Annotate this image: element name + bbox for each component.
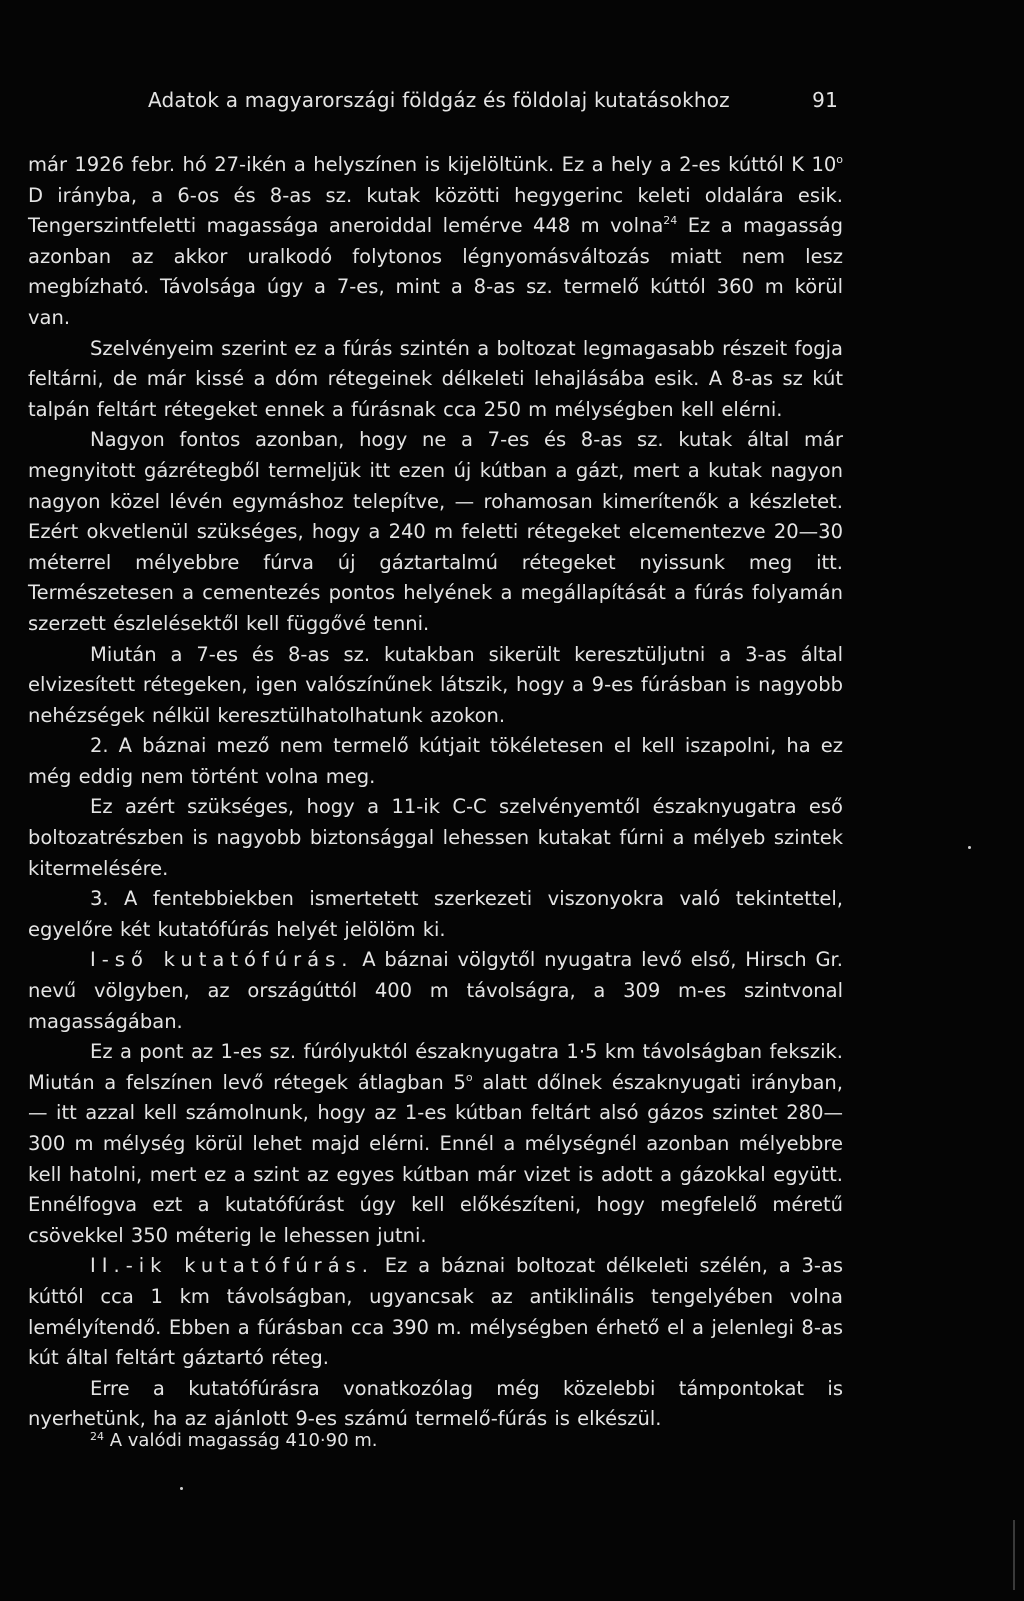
paragraph-6: Ez azért szükséges, hogy a 11-ik C-C szelvényemtől északnyugatra eső boltozatrészben is nagyobb biztonsággal lehessen kutakat fúrni a mélyeb szintek kitermelésére. bbox=[28, 795, 843, 880]
paragraph-4: Miután a 7-es és 8-as sz. kutakban sikerült keresztüljutni a 3-as által elvizesített rétegeken, igen valószínűnek látszik, hogy a 9-es fúrásban is nagyobb nehézségek nélkül keresztülhatolhatunk azokon. bbox=[28, 642, 843, 727]
body-text bbox=[28, 150, 843, 1435]
section-lead-1: I-ső kutatófúrás. bbox=[90, 948, 354, 972]
paragraph-9: Ez a pont az 1-es sz. fúrólyuktól északnyugatra 1·5 km távolságban fekszik. Miután a felszínen levő rétegek átlagban 5$^o$ alatt dőlnek északnyugati irányban, — itt azzal kell számolnunk, hogy az 1-es kútban feltárt alsó gázos szintet 280—300 m mélység körül lehet majd elérni. Ennél a mélységnél azonban mélyebbre kell hatolni, mert ez a szint az egyes kútban már vizet is adott a gázokkal együtt. Ennélfogva ezt a kutatófúrást úgy kell előkészíteni, hogy megfelelő méretű csövekkel 350 méterig le lehessen jutni. bbox=[28, 1040, 843, 1247]
footnote-text: A valódi magasság 410·90 m. bbox=[104, 1430, 378, 1451]
paragraph-11: Erre a kutatófúrásra vonatkozólag még közelebbi támpontokat is nyerhetünk, ha az ajánlott 9-es számú termelő-fúrás is elkészül. bbox=[28, 1376, 843, 1431]
section-lead-2: II.-ik kutatófúrás. bbox=[90, 1254, 375, 1278]
degree-mark: o bbox=[836, 153, 843, 166]
paragraph-10: II.-ik kutatófúrás. Ez a báznai boltozat délkeleti szélén, a 3-as kúttól cca 1 km távolságban, ugyancsak az antiklinális tengelyében volna lemélyítendő. Ebben a fúrásban cca 390 m. mélységben érhető el a jelenlegi 8-as kút által feltárt gáztartó réteg. bbox=[28, 1254, 843, 1370]
speck bbox=[180, 1487, 183, 1490]
footnote bbox=[90, 1430, 378, 1451]
page-number: 91 bbox=[812, 88, 838, 112]
running-title: Adatok a magyarországi földgáz és földolaj kutatásokhoz bbox=[148, 88, 730, 112]
paragraph-7: 3. A fentebbiekben ismertetett szerkezeti viszonyokra való tekintettel, egyelőre két kutatófúrás helyét jelölöm ki. bbox=[28, 887, 843, 941]
degree-mark: o bbox=[465, 1070, 473, 1084]
paragraph-2: Szelvényeim szerint ez a fúrás szintén a boltozat legmagasabb részeit fogja feltárni, de már kissé a dóm rétegeinek délkeleti lehajlásába esik. A 8-as sz kút talpán feltárt rétegeket ennek a fúrásnak cca 250 m mélységben kell elérni. bbox=[28, 336, 843, 421]
paragraph-3: Nagyon fontos azonban, hogy ne a 7-es és 8-as sz. kutak által már megnyitott gázrétegből termeljük itt ezen új kútban a gázt, mert a kutak nagyon nagyon közel lévén egymáshoz telepítve, — rohamosan kimerítenők a készletet. Ezért okvetlenül szükséges, hogy a 240 m feletti rétegeket elcementezve 20—30 méterrel mélyebbre fúrva új gáztartalmú rétegeket nyissunk meg itt. Természetesen a cementezés pontos helyének a megállapítását a fúrás folyamán szerzett észlelésektől kell függővé tenni. bbox=[28, 428, 843, 635]
scan-edge bbox=[1013, 1520, 1015, 1590]
paragraph-5: 2. A báznai mező nem termelő kútjait tökéletesen el kell iszapolni, ha ez még eddig nem történt volna meg. bbox=[28, 734, 843, 788]
footnote-reference: 24 bbox=[663, 214, 678, 228]
paragraph-1: már 1926 febr. hó 27-ikén a helyszínen is kijelöltünk. Ez a hely a 2-es kúttól K 10$^o$ D irányba, a 6-os és 8-as sz. kutak közötti hegygerinc keleti oldalára esik. Tengerszintfeletti magassága aneroiddal lemérve 448 m volna$^{24}$ Ez a magasság azonban az akkor uralkodó folytonos légnyomásváltozás miatt nem lesz megbízható. Távolsága úgy a 7-es, mint a 8-as sz. termelő kúttól 360 m körül van. bbox=[28, 153, 843, 329]
paragraph-8: I-ső kutatófúrás. A báznai völgytől nyugatra levő első, Hirsch Gr. nevű völgyben, az országúttól 400 m távolságra, a 309 m-es szintvonal magasságában. bbox=[28, 948, 843, 1033]
footnote-marker: 24 bbox=[90, 1430, 104, 1443]
speck bbox=[968, 846, 971, 849]
